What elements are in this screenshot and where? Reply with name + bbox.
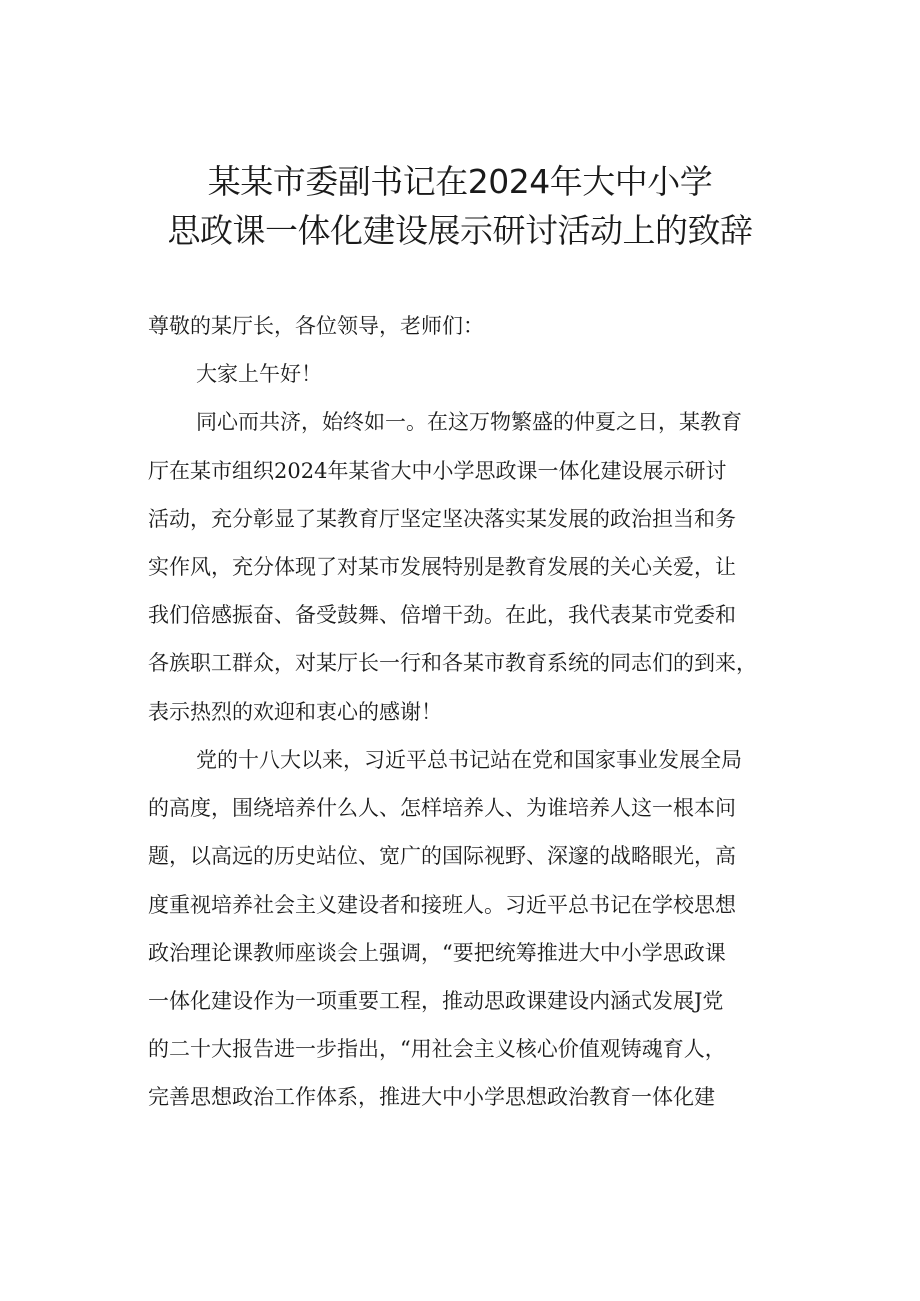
document-title-line-1: 某某市委副书记在2024年大中小学 — [207, 162, 713, 201]
paragraph-1-line-4: 实作风，充分体现了对某市发展特别是教育发展的关心关爱，让 — [148, 555, 736, 579]
greeting: 大家上午好！ — [196, 362, 322, 386]
paragraph-1-line-1: 同心而共济，始终如一。在这万物繁盛的仲夏之日，某教育 — [196, 410, 742, 434]
document-title-line-2: 思政课一体化建设展示研讨活动上的致辞 — [167, 211, 753, 250]
paragraph-1-line-3: 活动，充分彰显了某教育厅坚定坚决落实某发展的政治担当和务 — [148, 507, 736, 531]
paragraph-1-line-7: 表示热烈的欢迎和衷心的感谢！ — [148, 700, 442, 724]
paragraph-2-line-6: 一体化建设作为一项重要工程，推动思政课建设内涵式发展J党 — [148, 989, 724, 1013]
paragraph-2-line-7: 的二十大报告进一步指出，“用社会主义核心价值观铸魂育人， — [148, 1037, 726, 1061]
paragraph-1-line-2: 厅在某市组织2024年某省大中小学思政课一体化建设展示研讨 — [148, 459, 727, 483]
paragraph-2-line-8: 完善思想政治工作体系，推进大中小学思想政治教育一体化建 — [148, 1085, 715, 1109]
paragraph-2-line-1: 党的十八大以来，习近平总书记站在党和国家事业发展全局 — [196, 748, 742, 772]
paragraph-1-line-6: 各族职工群众，对某厅长一行和各某市教育系统的同志们的到来， — [148, 651, 757, 675]
paragraph-1-line-5: 我们倍感振奋、备受鼓舞、倍增干劲。在此，我代表某市党委和 — [148, 603, 736, 627]
paragraph-2-line-2: 的高度，围绕培养什么人、怎样培养人、为谁培养人这一根本问 — [148, 796, 736, 820]
paragraph-2-line-5: 政治理论课教师座谈会上强调，“要把统筹推进大中小学思政课 — [148, 941, 726, 965]
salutation: 尊敬的某厅长，各位领导，老师们： — [148, 314, 484, 338]
paragraph-2-line-3: 题，以高远的历史站位、宽广的国际视野、深邃的战略眼光，高 — [148, 844, 736, 868]
paragraph-2-line-4: 度重视培养社会主义建设者和接班人。习近平总书记在学校思想 — [148, 893, 736, 917]
